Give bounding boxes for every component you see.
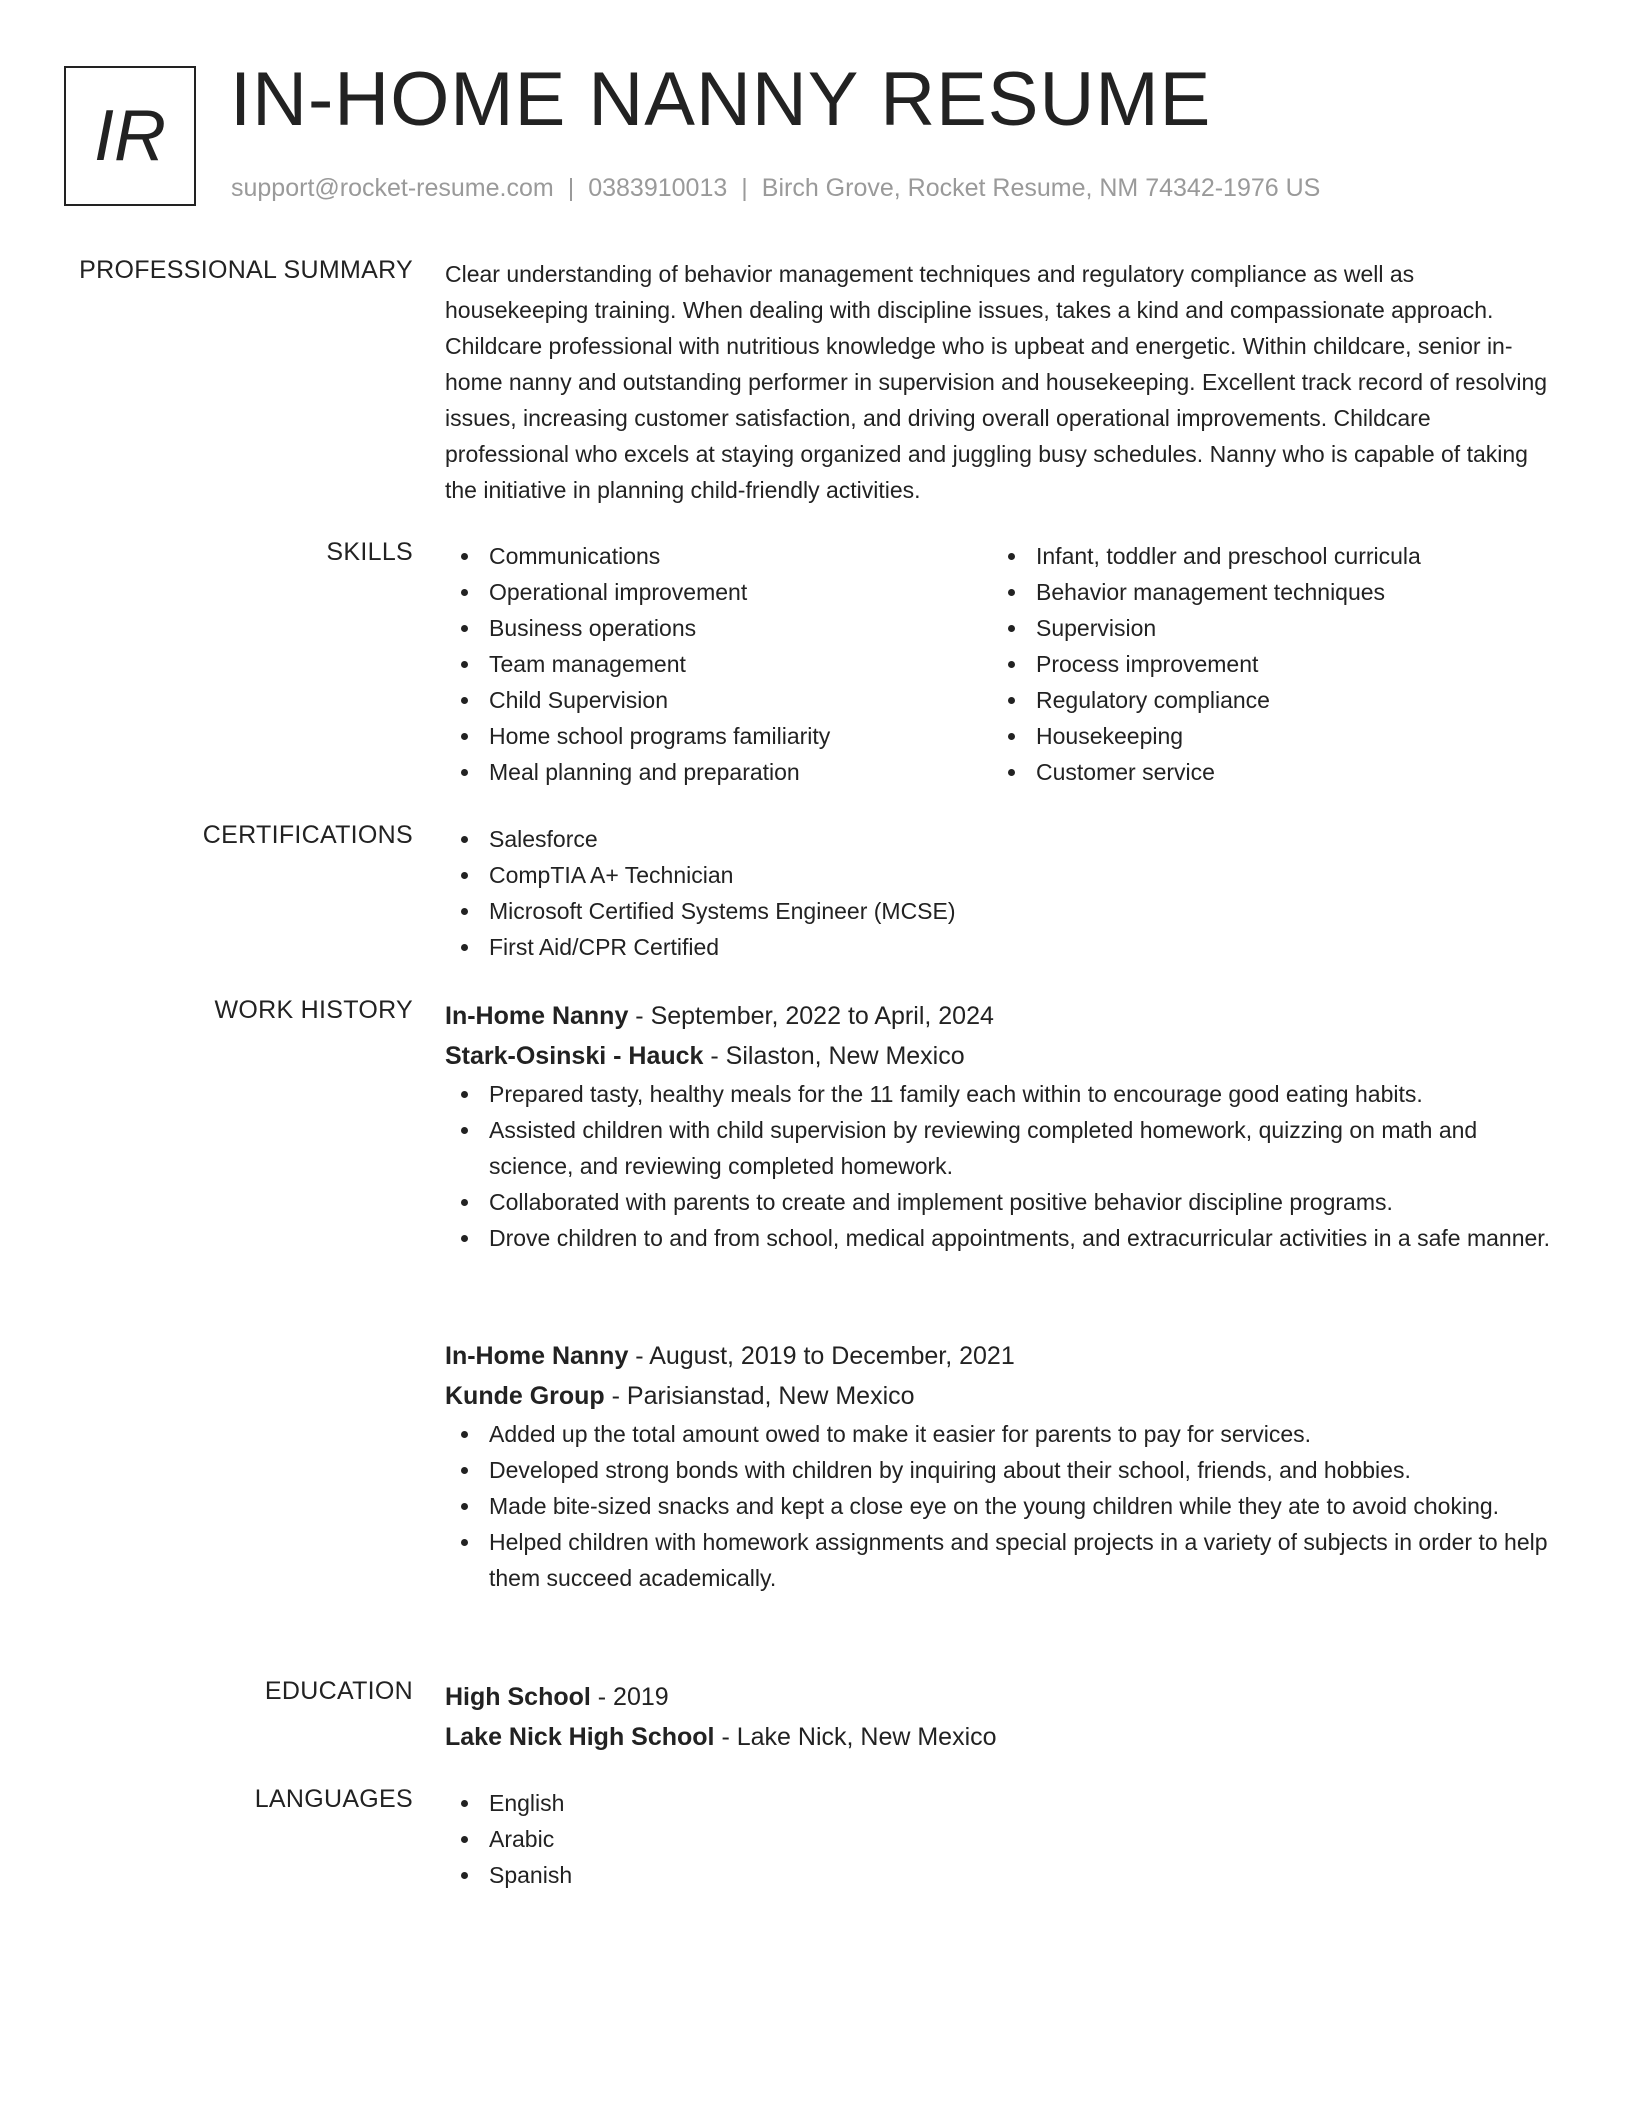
- summary-text: Clear understanding of behavior management techniques and regulatory compliance as well as housekeeping training. When dealing with discipline issues, takes a kind and compassionate approach. Childcare professional with nutritious knowledge who is upbeat and energetic. Within childcare, senior in-home nanny and outstanding performer in supervision and housekeeping. Excellent track record of resolving issues, increasing customer satisfaction, and driving overall operational improvements. Childcare professional who excels at staying organized and juggling busy schedules. Nanny who is capable of taking the initiative in planning child-friendly activities.: [445, 261, 1548, 503]
- job-duty: Collaborated with parents to create and implement positive behavior discipline programs.: [445, 1184, 1560, 1220]
- work-history-body: [445, 996, 1560, 1256]
- certification-item: CompTIA A+ Technician: [445, 857, 1560, 893]
- job-location: - Parisianstad, New Mexico: [604, 1382, 915, 1410]
- job-entry: [445, 996, 1560, 1256]
- certifications-body: [445, 821, 1560, 965]
- job-dates: - September, 2022 to April, 2024: [628, 1002, 994, 1030]
- job-entry: [445, 1336, 1560, 1596]
- job-title-line: [445, 996, 1560, 1036]
- job-title: In-Home Nanny: [445, 1342, 629, 1370]
- job-company-line: [445, 1036, 1560, 1076]
- work-history-body-2: [445, 1336, 1560, 1596]
- job-duty: Added up the total amount owed to make it easier for parents to pay for services.: [445, 1416, 1560, 1452]
- skills-list-left: [445, 538, 992, 790]
- certification-item: Salesforce: [445, 821, 1560, 857]
- education-school: Lake Nick High School: [445, 1723, 715, 1751]
- education-school-line: [445, 1717, 1560, 1757]
- contact-line: [231, 174, 1320, 203]
- skill-item: Infant, toddler and preschool curricula: [992, 538, 1539, 574]
- job-company: Stark-Osinski - Hauck: [445, 1042, 704, 1070]
- contact-separator: |: [741, 174, 748, 202]
- skill-item: Behavior management techniques: [992, 574, 1539, 610]
- monogram-logo: IR: [64, 66, 196, 206]
- skill-item: Meal planning and preparation: [445, 754, 992, 790]
- job-title: In-Home Nanny: [445, 1002, 629, 1030]
- skill-item: Home school programs familiarity: [445, 718, 992, 754]
- skill-item: Business operations: [445, 610, 992, 646]
- education-degree: High School: [445, 1683, 591, 1711]
- job-company: Kunde Group: [445, 1382, 605, 1410]
- contact-phone[interactable]: 0383910013: [588, 174, 728, 202]
- section-label-work-history: WORK HISTORY: [214, 996, 413, 1024]
- section-label-languages: LANGUAGES: [254, 1785, 413, 1813]
- skill-item: Process improvement: [992, 646, 1539, 682]
- education-year: - 2019: [590, 1683, 669, 1711]
- skill-item: Team management: [445, 646, 992, 682]
- summary-body: [445, 256, 1560, 508]
- certification-item: First Aid/CPR Certified: [445, 929, 1560, 965]
- skill-item: Customer service: [992, 754, 1539, 790]
- skill-item: Regulatory compliance: [992, 682, 1539, 718]
- education-degree-line: [445, 1677, 1560, 1717]
- contact-email[interactable]: support@rocket-resume.com: [231, 174, 554, 202]
- language-item: Arabic: [445, 1821, 1560, 1857]
- job-duty: Helped children with homework assignments and special projects in a variety of subjects in order to help them succeed academically.: [445, 1524, 1560, 1596]
- section-label-summary: PROFESSIONAL SUMMARY: [79, 256, 413, 284]
- language-item: English: [445, 1785, 1560, 1821]
- education-body: [445, 1677, 1560, 1757]
- job-duties-list: [445, 1416, 1560, 1596]
- job-duty: Assisted children with child supervision by reviewing completed homework, quizzing on math and science, and reviewing completed homework.: [445, 1112, 1560, 1184]
- job-duty: Prepared tasty, healthy meals for the 11 family each within to encourage good eating habits.: [445, 1076, 1560, 1112]
- section-label-certifications: CERTIFICATIONS: [202, 821, 413, 849]
- resume-title: IN-HOME NANNY RESUME: [230, 57, 1212, 142]
- skill-item: Operational improvement: [445, 574, 992, 610]
- contact-address: Birch Grove, Rocket Resume, NM 74342-1976 US: [761, 174, 1321, 202]
- certifications-list: [445, 821, 1560, 965]
- job-company-line: [445, 1376, 1560, 1416]
- job-dates: - August, 2019 to December, 2021: [628, 1342, 1015, 1370]
- skill-item: Communications: [445, 538, 992, 574]
- job-title-line: [445, 1336, 1560, 1376]
- job-duty: Developed strong bonds with children by inquiring about their school, friends, and hobbies.: [445, 1452, 1560, 1488]
- skill-item: Child Supervision: [445, 682, 992, 718]
- job-duties-list: [445, 1076, 1560, 1256]
- job-duty: Made bite-sized snacks and kept a close eye on the young children while they ate to avoid choking.: [445, 1488, 1560, 1524]
- certification-item: Microsoft Certified Systems Engineer (MCSE): [445, 893, 1560, 929]
- skills-list-right: [992, 538, 1539, 790]
- language-item: Spanish: [445, 1857, 1560, 1893]
- section-label-education: EDUCATION: [264, 1677, 413, 1705]
- languages-list: [445, 1785, 1560, 1893]
- education-location: - Lake Nick, New Mexico: [714, 1723, 997, 1751]
- job-location: - Silaston, New Mexico: [703, 1042, 965, 1070]
- languages-body: [445, 1785, 1560, 1893]
- contact-separator: |: [567, 174, 575, 202]
- skills-grid: [445, 538, 1560, 790]
- job-duty: Drove children to and from school, medical appointments, and extracurricular activities in a safe manner.: [445, 1220, 1560, 1256]
- skill-item: Supervision: [992, 610, 1539, 646]
- skills-body: [445, 538, 1560, 790]
- section-label-skills: SKILLS: [326, 538, 413, 566]
- skill-item: Housekeeping: [992, 718, 1539, 754]
